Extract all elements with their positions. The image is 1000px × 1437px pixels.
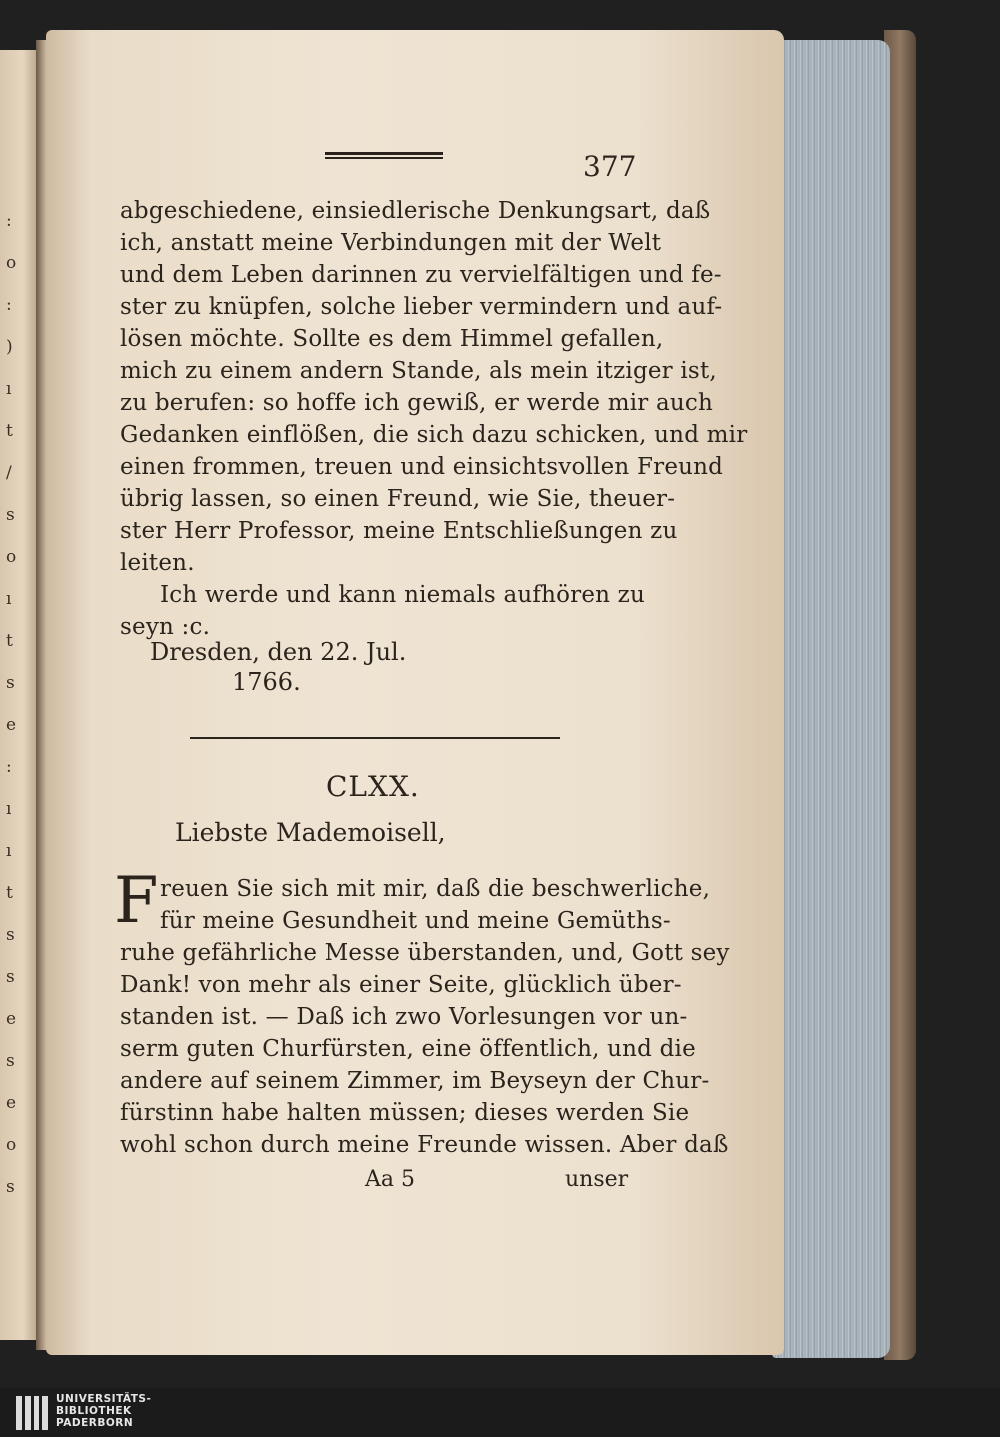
text-line: für meine Gesundheit und meine Gemüths- [160, 908, 671, 934]
text-line: lösen möchte. Sollte es dem Himmel gefallen, [120, 326, 664, 352]
left-fragment: ı [6, 841, 12, 861]
left-fragment: s [6, 1051, 15, 1071]
logo-line: BIBLIOTHEK [56, 1405, 132, 1417]
left-fragment: e [6, 1093, 17, 1113]
salutation: Liebste Mademoisell, [175, 818, 446, 847]
left-page-fragments [6, 200, 26, 1208]
left-fragment: t [6, 631, 13, 651]
text-line: abgeschiedene, einsiedlerische Denkungsart, daß [120, 198, 711, 224]
text-line: Dank! von mehr als einer Seite, glücklich über- [120, 972, 682, 998]
left-fragment: o [6, 253, 17, 273]
text-line: reuen Sie sich mit mir, daß die beschwerliche, [160, 876, 711, 902]
section-number: CLXX. [326, 770, 420, 803]
left-fragment: s [6, 925, 15, 945]
left-page-edge [0, 50, 38, 1340]
text-line: ster Herr Professor, meine Entschließungen zu [120, 518, 678, 544]
library-logo-text [56, 1393, 151, 1429]
left-fragment: t [6, 883, 13, 903]
left-fragment: s [6, 1177, 15, 1197]
left-fragment: s [6, 673, 15, 693]
text-line: ruhe gefährliche Messe überstanden, und, Gott sey [120, 940, 730, 966]
text-line: und dem Leben darinnen zu vervielfältigen und fe- [120, 262, 722, 288]
header-rule [325, 152, 443, 159]
text-line: fürstinn habe halten müssen; dieses werden Sie [120, 1100, 690, 1126]
text-line: mich zu einem andern Stande, als mein itziger ist, [120, 358, 717, 384]
left-fragment: s [6, 967, 15, 987]
page-number: 377 [583, 150, 637, 183]
left-fragment: e [6, 1009, 17, 1029]
text-line: standen ist. — Daß ich zwo Vorlesungen vor un- [120, 1004, 688, 1030]
text-line: wohl schon durch meine Freunde wissen. Aber daß [120, 1132, 729, 1158]
text-line: Gedanken einflößen, die sich dazu schicken, und mir [120, 422, 748, 448]
left-fragment: ı [6, 379, 12, 399]
footer-bar [0, 1388, 1000, 1437]
catchword: unser [565, 1167, 629, 1192]
left-fragment: t [6, 421, 13, 441]
logo-line: PADERBORN [56, 1417, 134, 1429]
text-line: einen frommen, treuen und einsichtsvollen Freund [120, 454, 724, 480]
section-separator [190, 737, 560, 739]
left-fragment: : [6, 757, 12, 777]
left-fragment: : [6, 295, 12, 315]
left-fragment: s [6, 505, 15, 525]
closing-line: seyn :c. [120, 614, 211, 640]
left-fragment: ı [6, 799, 12, 819]
logo-line: UNIVERSITÄTS- [56, 1393, 152, 1405]
text-line: serm guten Churfürsten, eine öffentlich, und die [120, 1036, 696, 1062]
text-line: ich, anstatt meine Verbindungen mit der Welt [120, 230, 662, 256]
text-line: übrig lassen, so einen Freund, wie Sie, theuer- [120, 486, 676, 512]
text-line: zu berufen: so hoffe ich gewiß, er werde mir auch [120, 390, 714, 416]
text-line: ster zu knüpfen, solche lieber vermindern und auf- [120, 294, 723, 320]
left-fragment: : [6, 211, 12, 231]
date-year: 1766. [232, 668, 301, 696]
left-fragment: o [6, 547, 17, 567]
library-logo-icon [16, 1396, 48, 1430]
left-fragment: ı [6, 589, 12, 609]
left-fragment: e [6, 715, 17, 735]
drop-cap: F [114, 864, 159, 938]
page-edges [772, 40, 890, 1358]
left-fragment: ) [6, 337, 13, 357]
closing-line: Ich werde und kann niemals aufhören zu [160, 582, 646, 608]
text-line: leiten. [120, 550, 195, 576]
left-fragment: o [6, 1135, 17, 1155]
dateline: Dresden, den 22. Jul. [150, 638, 407, 666]
text-line: andere auf seinem Zimmer, im Beyseyn der Chur- [120, 1068, 710, 1094]
signature-mark: Aa 5 [365, 1167, 415, 1192]
left-fragment: / [6, 463, 12, 483]
